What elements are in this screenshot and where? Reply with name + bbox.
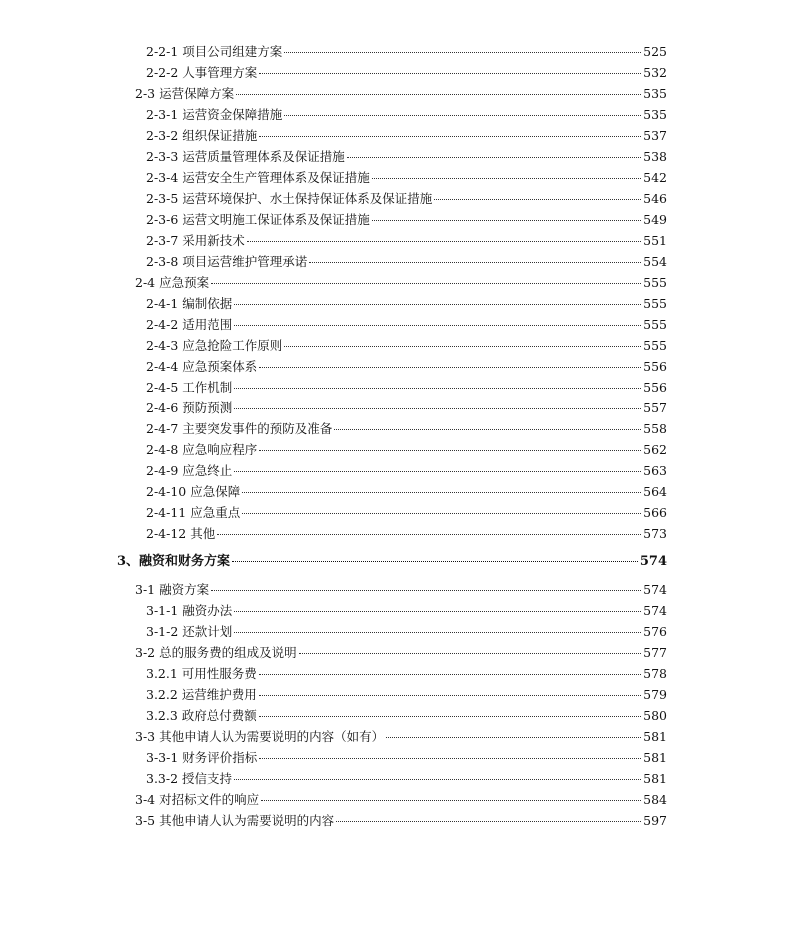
toc-entry-page-number: 597 [643, 813, 667, 828]
toc-entry-page-number: 573 [643, 526, 667, 541]
toc-entry-title: 2-4-11 应急重点 [146, 505, 241, 520]
toc-entry-page-number: 546 [643, 191, 667, 206]
toc-entry[interactable] [146, 107, 667, 123]
toc-entry[interactable] [146, 708, 667, 724]
toc-dot-leader [347, 157, 641, 158]
toc-entry-page-number: 556 [643, 359, 667, 374]
toc-entry[interactable] [146, 400, 667, 416]
toc-entry-title: 3.2.2 运营维护费用 [146, 687, 257, 702]
toc-entry[interactable] [135, 792, 667, 808]
toc-entry-page-number: 584 [643, 792, 667, 807]
toc-entry[interactable] [117, 554, 667, 570]
toc-entry-title: 2-4-5 工作机制 [146, 380, 233, 395]
toc-dot-leader [386, 737, 641, 738]
toc-dot-leader [259, 674, 641, 675]
toc-entry[interactable] [146, 484, 667, 500]
toc-entry-page-number: 555 [643, 317, 667, 332]
toc-entry[interactable] [146, 170, 667, 186]
toc-dot-leader [309, 262, 641, 263]
toc-dot-leader [242, 513, 641, 514]
toc-entry[interactable] [146, 191, 667, 207]
toc-entry-title: 2-3-6 运营文明施工保证体系及保证措施 [146, 212, 370, 227]
toc-entry-page-number: 580 [643, 708, 667, 723]
toc-entry-page-number: 555 [643, 296, 667, 311]
toc-entry-page-number: 535 [643, 107, 667, 122]
toc-entry-page-number: 537 [643, 128, 667, 143]
toc-entry-page-number: 574 [643, 582, 667, 597]
toc-entry-title: 3-3-1 财务评价指标 [146, 750, 258, 765]
toc-entry-title: 2-3-1 运营资金保障措施 [146, 107, 283, 122]
toc-entry-title: 2-4-9 应急终止 [146, 463, 233, 478]
toc-dot-leader [234, 325, 641, 326]
toc-entry-title: 3.2.3 政府总付费额 [146, 708, 257, 723]
toc-entry-title: 3-1-2 还款计划 [146, 624, 233, 639]
toc-entry[interactable] [146, 149, 667, 165]
toc-dot-leader [234, 471, 641, 472]
toc-entry-page-number: 574 [639, 554, 667, 569]
toc-entry-title: 2-4-4 应急预案体系 [146, 359, 258, 374]
toc-entry[interactable] [146, 212, 667, 228]
toc-entry-title: 2-3-4 运营安全生产管理体系及保证措施 [146, 170, 370, 185]
toc-entry[interactable] [146, 65, 667, 81]
toc-entry[interactable] [146, 750, 667, 766]
toc-dot-leader [242, 492, 641, 493]
toc-entry-title: 2-2-1 项目公司组建方案 [146, 44, 283, 59]
toc-entry[interactable] [146, 463, 667, 479]
toc-dot-leader [211, 590, 641, 591]
toc-dot-leader [259, 758, 641, 759]
toc-entry-page-number: 525 [643, 44, 667, 59]
toc-entry-page-number: 581 [643, 771, 667, 786]
toc-entry-title: 2-4-8 应急响应程序 [146, 442, 258, 457]
toc-dot-leader [217, 534, 641, 535]
toc-entry-page-number: 579 [643, 687, 667, 702]
toc-entry-title: 2-4 应急预案 [135, 275, 210, 290]
toc-entry-page-number: 563 [643, 463, 667, 478]
toc-entry-title: 3.3-2 授信支持 [146, 771, 233, 786]
toc-entry[interactable] [135, 645, 667, 661]
toc-entry-page-number: 551 [643, 233, 667, 248]
toc-dot-leader [261, 800, 641, 801]
toc-dot-leader [234, 388, 641, 389]
toc-dot-leader [259, 716, 641, 717]
toc-entry-page-number: 574 [643, 603, 667, 618]
toc-entry-title: 3.2.1 可用性服务费 [146, 666, 257, 681]
toc-dot-leader [236, 94, 641, 95]
toc-entry-title: 3、融资和财务方案 [117, 554, 231, 569]
toc-entry-title: 2-2-2 人事管理方案 [146, 65, 258, 80]
toc-entry-title: 3-1-1 融资办法 [146, 603, 233, 618]
toc-entry[interactable] [146, 359, 667, 375]
toc-entry[interactable] [146, 296, 667, 312]
toc-dot-leader [234, 304, 641, 305]
toc-entry[interactable] [146, 233, 667, 249]
toc-dot-leader [259, 450, 641, 451]
toc-entry[interactable] [146, 771, 667, 787]
toc-entry-page-number: 535 [643, 86, 667, 101]
toc-entry[interactable] [146, 421, 667, 437]
toc-entry-page-number: 577 [643, 645, 667, 660]
toc-entry-title: 2-4-2 适用范围 [146, 317, 233, 332]
toc-dot-leader [284, 52, 641, 53]
toc-dot-leader [334, 429, 641, 430]
toc-entry-page-number: 564 [643, 484, 667, 499]
toc-entry[interactable] [146, 44, 667, 60]
toc-entry-title: 2-4-6 预防预测 [146, 400, 233, 415]
toc-dot-leader [247, 241, 641, 242]
toc-dot-leader [234, 632, 641, 633]
toc-entry-title: 2-3-2 组织保证措施 [146, 128, 258, 143]
toc-entry-page-number: 581 [643, 750, 667, 765]
toc-entry-title: 2-3-8 项目运营维护管理承诺 [146, 254, 308, 269]
toc-dot-leader [259, 367, 641, 368]
toc-entry[interactable] [135, 86, 667, 102]
toc-entry[interactable] [135, 729, 667, 745]
toc-entry-page-number: 555 [643, 338, 667, 353]
toc-entry[interactable] [135, 275, 667, 291]
toc-entry-page-number: 566 [643, 505, 667, 520]
toc-entry-page-number: 581 [643, 729, 667, 744]
toc-dot-leader [336, 821, 641, 822]
toc-entry[interactable] [146, 526, 667, 542]
toc-entry[interactable] [146, 624, 667, 640]
toc-entry-title: 2-3-5 运营环境保护、水土保持保证体系及保证措施 [146, 191, 433, 206]
toc-entry-title: 2-4-10 应急保障 [146, 484, 241, 499]
toc-entry-page-number: 554 [643, 254, 667, 269]
toc-entry-title: 2-4-7 主要突发事件的预防及准备 [146, 421, 333, 436]
toc-entry-page-number: 532 [643, 65, 667, 80]
toc-entry-page-number: 578 [643, 666, 667, 681]
toc-entry-page-number: 555 [643, 275, 667, 290]
toc-entry-title: 3-4 对招标文件的响应 [135, 792, 260, 807]
toc-entry[interactable] [135, 813, 667, 829]
toc-entry[interactable] [146, 338, 667, 354]
toc-dot-leader [284, 115, 641, 116]
toc-entry-page-number: 542 [643, 170, 667, 185]
toc-entry[interactable] [146, 442, 667, 458]
toc-entry-title: 2-4-12 其他 [146, 526, 216, 541]
toc-dot-leader [234, 779, 641, 780]
toc-entry-title: 2-3 运营保障方案 [135, 86, 235, 101]
toc-entry-page-number: 558 [643, 421, 667, 436]
toc-entry[interactable] [146, 687, 667, 703]
toc-dot-leader [372, 220, 641, 221]
toc-entry-title: 3-2 总的服务费的组成及说明 [135, 645, 297, 660]
toc-entry-title: 3-3 其他申请人认为需要说明的内容（如有） [135, 729, 385, 744]
toc-dot-leader [434, 199, 641, 200]
toc-entry[interactable] [146, 380, 667, 396]
toc-entry-title: 2-4-1 编制依据 [146, 296, 233, 311]
toc-dot-leader [284, 346, 641, 347]
toc-entry-page-number: 576 [643, 624, 667, 639]
toc-dot-leader [259, 73, 641, 74]
toc-entry-title: 2-4-3 应急抢险工作原则 [146, 338, 283, 353]
toc-entry[interactable] [146, 505, 667, 521]
toc-dot-leader [372, 178, 641, 179]
toc-entry-page-number: 549 [643, 212, 667, 227]
toc-entry-title: 3-5 其他申请人认为需要说明的内容 [135, 813, 335, 828]
toc-entry[interactable] [146, 254, 667, 270]
toc-entry-page-number: 562 [643, 442, 667, 457]
toc-entry-page-number: 557 [643, 400, 667, 415]
toc-entry-title: 3-1 融资方案 [135, 582, 210, 597]
toc-entry[interactable] [146, 317, 667, 333]
toc-entry[interactable] [146, 666, 667, 682]
toc-dot-leader [234, 408, 641, 409]
toc-dot-leader [299, 653, 642, 654]
toc-entry[interactable] [146, 128, 667, 144]
toc-dot-leader [234, 611, 641, 612]
toc-dot-leader [259, 136, 641, 137]
toc-dot-leader [211, 283, 641, 284]
toc-entry-page-number: 556 [643, 380, 667, 395]
toc-dot-leader [259, 695, 641, 696]
toc-entry[interactable] [146, 603, 667, 619]
toc-entry-page-number: 538 [643, 149, 667, 164]
toc-entry[interactable] [135, 582, 667, 598]
toc-entry-title: 2-3-3 运营质量管理体系及保证措施 [146, 149, 345, 164]
toc-dot-leader [232, 561, 638, 562]
toc-entry-title: 2-3-7 采用新技术 [146, 233, 245, 248]
